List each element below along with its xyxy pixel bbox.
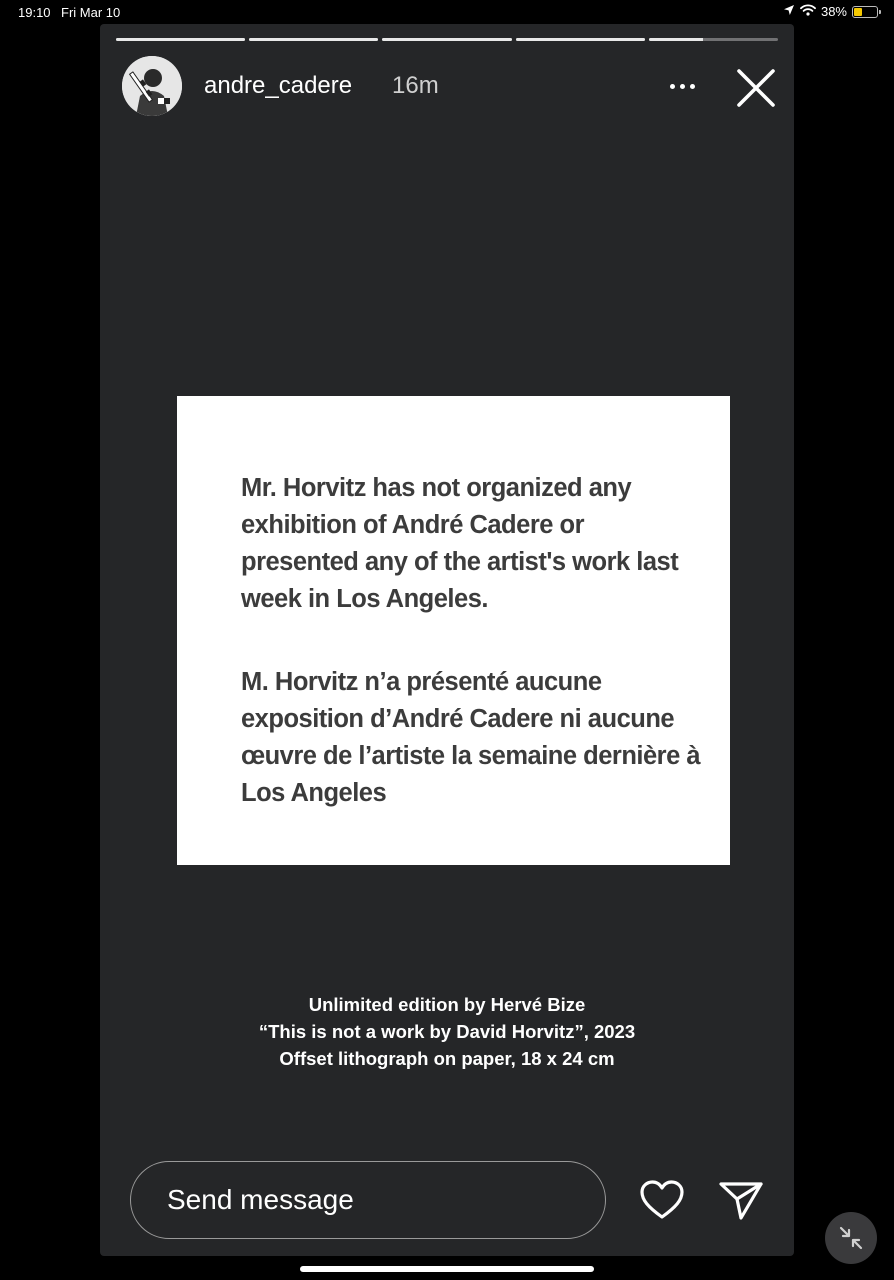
progress-segment-fill [649,38,703,41]
send-message-field[interactable] [130,1161,606,1239]
progress-segment [249,38,378,41]
story-time-ago: 16m [392,72,439,99]
status-bar [0,0,894,24]
home-indicator[interactable] [300,1266,594,1272]
progress-segment [382,38,511,41]
battery-cap [879,10,881,14]
send-message-input[interactable] [167,1162,587,1237]
story-username[interactable]: andre_cadere [204,72,353,99]
story-post-image [177,396,730,865]
story-caption [100,991,794,1072]
progress-segment [116,38,245,41]
battery-icon [852,6,878,18]
location-arrow-icon [783,4,795,19]
progress-segment [516,38,645,41]
post-text-french: M. Horvitz n’a présenté aucune exposition d’André Cadere ni aucune œuvre de l’artiste la semaine dernière à Los Angeles [241,668,701,807]
progress-segment-fill [249,38,378,41]
avatar[interactable] [122,56,182,116]
wifi-icon [800,4,816,19]
status-indicators [783,4,878,19]
battery-level-fill [854,8,862,16]
status-time: 19:10 [18,5,51,20]
progress-segment-fill [382,38,511,41]
story-header [122,56,782,116]
progress-segment-fill [116,38,245,41]
caption-line-3: Offset lithograph on paper, 18 x 24 cm [279,1048,615,1069]
caption-line-2: “This is not a work by David Horvitz”, 2023 [258,1021,636,1042]
caption-line-1: Unlimited edition by Hervé Bize [308,994,586,1015]
heart-icon[interactable] [638,1178,686,1222]
progress-segment-fill [516,38,645,41]
more-icon[interactable] [662,70,702,102]
battery-percent: 38% [820,4,847,19]
send-icon[interactable] [718,1178,764,1222]
story-progress-bar [116,38,778,41]
status-date: Fri Mar 10 [61,5,121,20]
post-text-english: Mr. Horvitz has not organized any exhibition of André Cadere or presented any of the artist's work last week in Los Angeles. [241,474,679,613]
progress-segment [649,38,778,41]
close-icon[interactable] [734,66,778,110]
story-viewer[interactable] [100,24,794,1256]
minimize-icon[interactable] [825,1212,877,1264]
